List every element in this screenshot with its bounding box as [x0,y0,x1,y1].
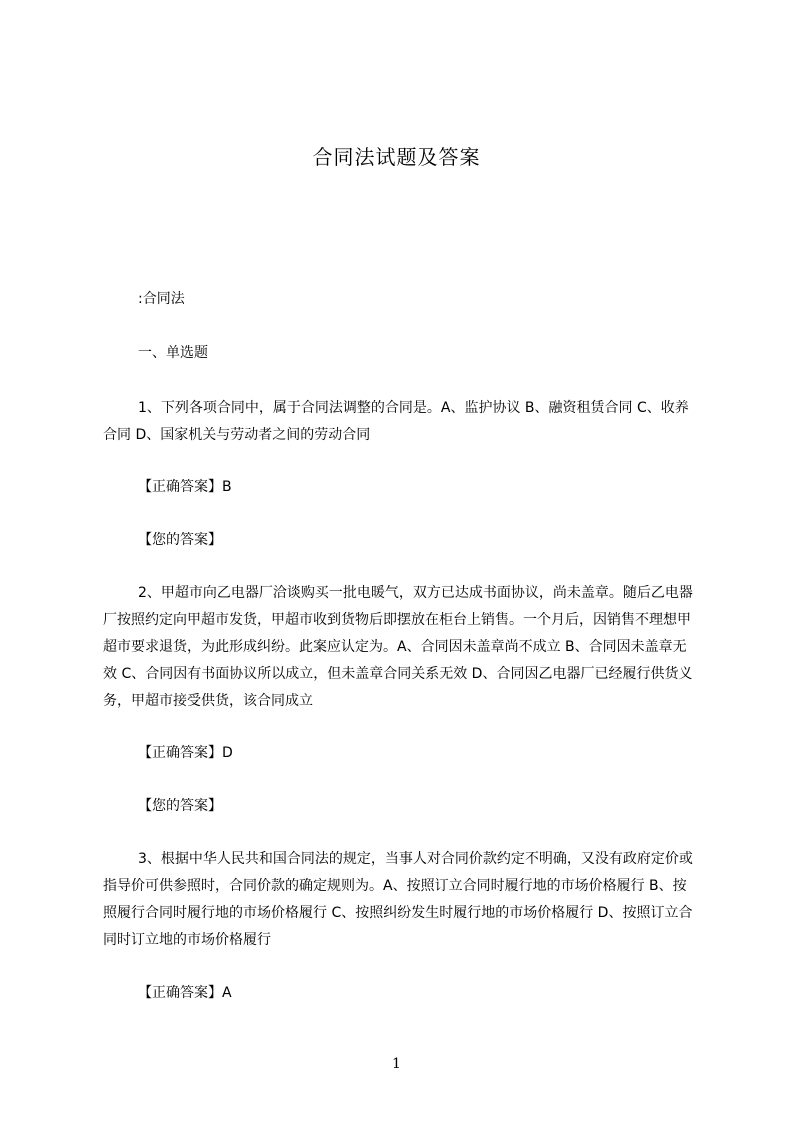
question-1-your-answer: 【您的答案】 [138,532,222,548]
section-label: :合同法 [138,291,185,307]
question-1-correct-answer: 【正确答案】B [138,479,232,495]
question-3-correct-answer: 【正确答案】A [138,985,232,1001]
question-3-text: 3、根据中华人民共和国合同法的规定，当事人对合同价款约定不明确，又没有政府定价或指导价可供参照时，合同价款的确定规则为。A、按照订立合同时履行地的市场价格履行 B、按照履行合同时履行地的市场价格履行 C、按照纠纷发生时履行地的市场价格履行 D、按照订立合同时订立地的市场价格履行 [103,851,693,948]
section-heading: 一、单选题 [138,345,208,361]
page-number: 1 [392,1056,401,1072]
question-2-your-answer: 【您的答案】 [138,798,222,814]
question-2-correct-answer: 【正确答案】D [138,745,233,761]
question-1-text: 1、下列各项合同中，属于合同法调整的合同是。A、监护协议 B、融资租赁合同 C、收养合同 D、国家机关与劳动者之间的劳动合同 [103,400,689,443]
document-title: 合同法试题及答案 [312,145,481,169]
question-2-text: 2、甲超市向乙电器厂洽谈购买一批电暖气，双方已达成书面协议，尚未盖章。随后乙电器厂按照约定向甲超市发货，甲超市收到货物后即摆放在柜台上销售。一个月后，因销售不理想甲超市要求退货，为此形成纠纷。此案应认定为。A、合同因未盖章尚不成立 B、合同因未盖章无效 C、合同因有书面协议所以成立，但未盖章合同关系无效 D、合同因乙电器厂已经履行供货义务，甲超市接受供货，该合同成立 [103,585,693,709]
